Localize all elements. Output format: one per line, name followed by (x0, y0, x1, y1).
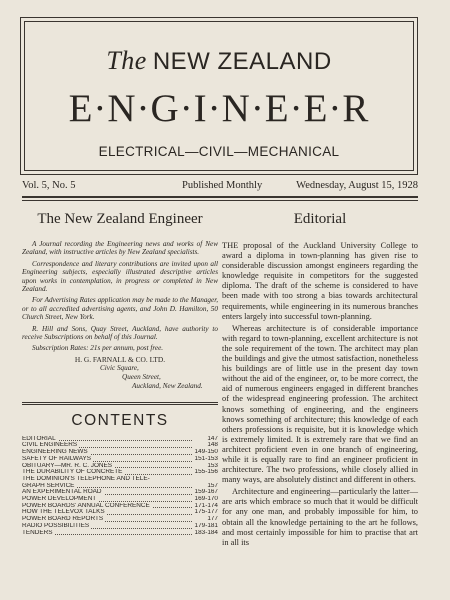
contents-item (22, 523, 218, 530)
contents-item-title: THE DURABILITY OF CONCRETE (22, 469, 123, 476)
journal-intro (22, 240, 218, 353)
contents-list (22, 436, 218, 537)
journal-heading: The New Zealand Engineer (37, 211, 203, 227)
contents-item-page: 175-177 (194, 509, 218, 516)
contents-item-title: POWER BOARDS' ANNUAL CONFERENCE (22, 502, 150, 509)
contents-item (22, 489, 218, 496)
contents-item (22, 476, 218, 483)
issue-info-bar (22, 180, 418, 194)
contents-item (22, 442, 218, 449)
contents-item-page: 159-167 (194, 489, 218, 496)
issue-volume: Vol. 5, No. 5 (22, 180, 76, 191)
masthead (20, 17, 418, 175)
contents-item-title: RADIO POSSIBILITIES (22, 522, 90, 529)
contents-item-page: 148 (207, 442, 218, 449)
contents-item-title: AN EXPERIMENTAL ROAD (22, 489, 102, 496)
contents-item (22, 503, 218, 510)
contents-item (22, 463, 218, 470)
intro-paragraph: Subscription Rates: 21s per annum, post free. (32, 344, 164, 353)
publisher-address-line: Civic Square, (100, 364, 139, 373)
intro-paragraph: For Advertising Rates application may be made to the Manager, or to all accredited advertising agents, and John D. Hamilton, 50 Church Street, New York. (22, 296, 218, 322)
contents-item-page: 183-184 (194, 529, 218, 536)
editorial-heading: Editorial (293, 211, 347, 227)
contents-item (22, 456, 218, 463)
contents-item-title: ENGINEERING NEWS (22, 449, 88, 456)
contents-item-page: 151-153 (194, 455, 218, 462)
contents-item (22, 530, 218, 537)
editorial-paragraph: Architecture and engineering—particularly the latter—are arts which embrace so much that it would be difficult for any one man, and probably impossible for him, to obtain all the knowledge pertaining to the art he follows, and most certainly impossible for him to practise that art in all its (222, 487, 418, 547)
divider-thick (22, 196, 418, 198)
contents-item-page: 153 (207, 462, 218, 469)
masthead-new-zealand: NEW ZEALAND (152, 48, 332, 75)
masthead-title (25, 46, 413, 76)
right-column (222, 208, 418, 550)
contents-item (22, 496, 218, 503)
divider-thin (22, 200, 418, 201)
contents-item-page: 147 (207, 435, 218, 442)
contents-item (22, 509, 218, 516)
contents-heading: CONTENTS (71, 411, 169, 429)
contents-item-title: CIVIL ENGINEERS (22, 442, 78, 449)
publisher-name: H. G. FARNALL & CO. LTD. (74, 354, 166, 364)
masthead-subtitle: ELECTRICAL—CIVIL—MECHANICAL (98, 144, 340, 159)
left-column (22, 208, 218, 536)
issue-date: Wednesday, August 15, 1928 (296, 180, 418, 191)
contents-item (22, 469, 218, 476)
intro-paragraph: Correspondence and literary contributions are invited upon all Engineering subjects, especially illustrated descriptive articles upon works in contemplation, in progress or completed in New Zealand. (22, 259, 218, 294)
intro-paragraph: R. Hill and Sons, Quay Street, Auckland, have authority to receive Subscriptions on behalf of this Journal. (22, 324, 218, 342)
editorial-body (222, 241, 418, 548)
contents-item (22, 449, 218, 456)
contents-item-page: 179-181 (194, 522, 218, 529)
contents-item-page: 157 (207, 482, 218, 489)
contents-item-title: TENDERS (22, 529, 53, 536)
contents-item-title: POWER BOARD REPORTS (22, 516, 104, 523)
contents-item-page: 169-170 (194, 496, 218, 503)
masthead-engineer: E·N·G·I·N·E·E·R (68, 87, 370, 130)
publisher-address-line: Queen Street, (122, 373, 161, 382)
contents-item-page: 149-150 (194, 449, 218, 456)
contents-item-title: SAFETY OF RAILWAYS (22, 455, 92, 462)
contents-item-title: POWER DEVELOPMENT (22, 496, 97, 503)
publisher-address-line: Auckland, New Zealand. (132, 381, 203, 390)
masthead-inner-border (24, 21, 414, 171)
masthead-the: The (106, 46, 147, 75)
editorial-paragraph: Whereas architecture is of considerable importance with regard to town-planning, excellent architecture is not the sole requirement of the town. The architect may plan the buildings and give the utmost satisfaction, nonetheless his buildings are of little use in the present day town without the aid of the engineer, or, to be more correct, the aid of numerous engineers engaged in different branches of the widespread engineering profession. The architect knows something of engineering, and the engineers knows something of architecture; this knowledge of each others professions is requisite, but it is knowledge which is extremely limited. It is extremely rare that we find an architect proficient even in one branch of engineering, while it is equally rare to find an engineer proficient in architecture. The two professions, while closely allied in many ways, are absolutely distinct and different in others. (222, 323, 418, 485)
contents-item (22, 516, 218, 523)
contents-item (22, 436, 218, 443)
issue-frequency: Published Monthly (182, 180, 263, 191)
contents-item-title: EDITORIAL (22, 435, 56, 442)
contents-item-page: 171-174 (194, 502, 218, 509)
contents-item-page: 177 (207, 516, 218, 523)
contents-item-page: 155-156 (194, 469, 218, 476)
contents-item-title: THE DOMINION'S TELEPHONE AND TELE- (22, 475, 150, 482)
publisher-address (22, 356, 218, 390)
contents-item (22, 483, 218, 490)
editorial-paragraph: THE proposal of the Auckland University College to award a diploma in town-planning has given rise to considerable discussion amongst engineers regarding the knowledge requisite in competitors for the suggested diploma. The draft of the scheme is considered to have been made with too strong a bias towards architectural requirements, while engineering in its numerous branches enters largely into successful town-planning. (222, 241, 418, 321)
intro-paragraph: A Journal recording the Engineering news and works of New Zealand, with instructive articles by New Zealand specialists. (22, 240, 218, 257)
contents-item-title: HOW THE TELEVOX TALKS (22, 509, 105, 516)
contents-item-title: GRAPH SERVICE (22, 482, 75, 489)
contents-item-title: OBITUARY—MR. R. C. JONES (22, 462, 113, 469)
contents-divider (22, 402, 218, 405)
